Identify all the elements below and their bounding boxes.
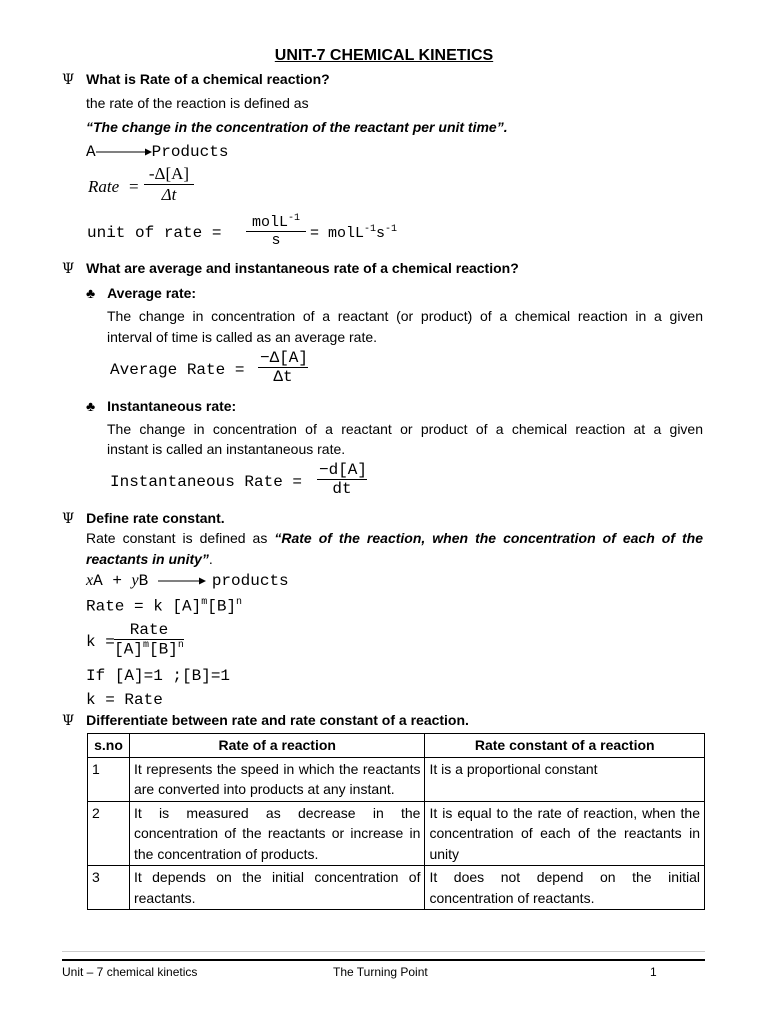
coef-y: y (131, 572, 139, 589)
reaction-arrow-icon (158, 576, 206, 586)
unit-denominator: s (271, 232, 281, 249)
table-row (88, 866, 705, 910)
cell-rate: It is measured as decrease in the concentration of the reactants or increase in the concentration of products. (129, 801, 424, 866)
rate-law-text: Rate = k [A] (86, 597, 202, 616)
question-rate-constant (62, 510, 225, 527)
rate-denominator: Δt (161, 185, 177, 204)
k-numerator: Rate (129, 621, 169, 639)
question-text: What is Rate of a chemical reaction? (86, 71, 330, 87)
species-b: B (138, 572, 158, 590)
k-label: k = (86, 633, 115, 651)
unit-of-rate-label: unit of rate = (87, 224, 222, 242)
k-equals-rate: k = Rate (86, 691, 163, 709)
cell-sno: 1 (88, 757, 130, 801)
psi-bullet-icon: Ψ (62, 511, 75, 527)
k-den-a: [A] (114, 640, 143, 659)
unit-rhs-s: s (376, 225, 386, 242)
question-average-instantaneous (62, 260, 519, 277)
rate-label: Rate (88, 177, 120, 196)
definition-bold-part2: reactants in unity” (86, 551, 209, 567)
rate-constant-definition-line2 (86, 551, 213, 567)
table-row (88, 757, 705, 801)
definition-end: . (208, 551, 213, 567)
question-differentiate (62, 712, 469, 729)
cell-sno: 2 (88, 801, 130, 866)
instantaneous-rate-label: Instantaneous Rate = (110, 473, 303, 491)
unit-rhs-sup1: -1 (364, 224, 377, 235)
definition-bold-part1: “Rate of the reaction, when the concentration of each of the (274, 530, 703, 546)
instantaneous-denominator: dt (332, 480, 352, 498)
products-label: Products (151, 143, 229, 161)
instantaneous-rate-text-line2: instant is called an instantaneous rate. (107, 441, 346, 457)
k-denominator (114, 640, 184, 658)
footer-center: The Turning Point (333, 965, 428, 979)
k-den-b: [B] (149, 640, 178, 659)
question-text: Differentiate between rate and rate constant of a reaction. (86, 712, 469, 728)
question-text: Define rate constant. (86, 510, 225, 526)
average-rate-fraction (258, 349, 308, 386)
unit-num-text: molL (251, 214, 288, 231)
rate-law-b: [B] (207, 597, 237, 616)
unit-rhs-sup2: -1 (385, 224, 398, 235)
average-rate-text-line1: The change in concentration of a reactant (or product) of a chemical reaction in a given (107, 308, 703, 324)
rate-equals: = (129, 177, 139, 196)
club-bullet-icon: ♣ (86, 398, 96, 414)
average-rate-heading (86, 285, 196, 301)
rate-constant-definition-line1 (86, 530, 703, 546)
comparison-table (87, 733, 705, 910)
table-row (88, 801, 705, 866)
general-reaction (86, 572, 289, 590)
heading-text: Instantaneous rate: (107, 398, 237, 414)
unit-rhs-text: = molL (310, 225, 365, 242)
unit-fraction (246, 213, 306, 249)
species-a: A + (93, 572, 132, 590)
unit-result (310, 224, 397, 242)
header-sno: s.no (88, 734, 130, 758)
if-condition: If [A]=1 ;[B]=1 (86, 667, 231, 685)
psi-bullet-icon: Ψ (62, 261, 75, 277)
reaction-arrow-icon (96, 147, 152, 157)
club-bullet-icon: ♣ (86, 285, 96, 301)
psi-bullet-icon: Ψ (62, 713, 75, 729)
unit-numerator (246, 213, 306, 231)
cell-sno: 3 (88, 866, 130, 910)
rate-definition-quote: “The change in the concentration of the reactant per unit time”. (86, 119, 508, 135)
exponent-m: m (201, 597, 208, 608)
rate-intro-text: the rate of the reaction is defined as (86, 95, 309, 111)
products-label: products (211, 572, 289, 590)
exponent-n: n (236, 597, 243, 608)
k-fraction (114, 621, 184, 658)
question-text: What are average and instantaneous rate of a chemical reaction? (86, 260, 519, 276)
instantaneous-rate-heading (86, 398, 236, 414)
header-rate: Rate of a reaction (129, 734, 424, 758)
reaction-a-to-products (86, 143, 228, 161)
rate-fraction (144, 164, 194, 205)
question-rate-definition (62, 71, 330, 88)
unit-num-sup: -1 (288, 213, 301, 224)
instantaneous-rate-fraction (317, 461, 367, 498)
cell-rate-constant: It is equal to the rate of reaction, when the concentration of each of the reactants in unity (425, 801, 705, 866)
average-denominator: Δt (273, 368, 293, 386)
header-rate-constant: Rate constant of a reaction (425, 734, 705, 758)
page-title: UNIT-7 CHEMICAL KINETICS (274, 47, 494, 64)
average-rate-label: Average Rate = (110, 361, 245, 379)
rate-law (86, 597, 242, 615)
instantaneous-numerator: −d[A] (319, 461, 368, 479)
cell-rate: It represents the speed in which the reactants are converted into products at any instant. (129, 757, 424, 801)
table-header-row (88, 734, 705, 758)
heading-text: Average rate: (107, 285, 197, 301)
average-rate-text-line2: interval of time is called as an average rate. (107, 329, 378, 345)
footer-divider (62, 959, 705, 961)
psi-bullet-icon: Ψ (62, 72, 75, 88)
k-den-m: m (142, 640, 149, 651)
page-number: 1 (650, 965, 657, 979)
rate-numerator: -Δ[A] (148, 164, 190, 183)
average-numerator: −Δ[A] (260, 349, 309, 367)
k-den-n: n (177, 640, 184, 651)
cell-rate: It depends on the initial concentration of reactants. (129, 866, 424, 910)
cell-rate-constant: It does not depend on the initial concentration of reactants. (425, 866, 705, 910)
cell-rate-constant: It is a proportional constant (425, 757, 705, 801)
instantaneous-rate-text-line1: The change in concentration of a reactant or product of a chemical reaction at a given (107, 421, 703, 437)
reactant-a: A (86, 143, 96, 161)
coef-x: x (86, 572, 94, 589)
definition-prefix: Rate constant is defined as (86, 530, 275, 546)
footer-left: Unit – 7 chemical kinetics (62, 965, 198, 979)
footer-divider-light (62, 951, 705, 952)
